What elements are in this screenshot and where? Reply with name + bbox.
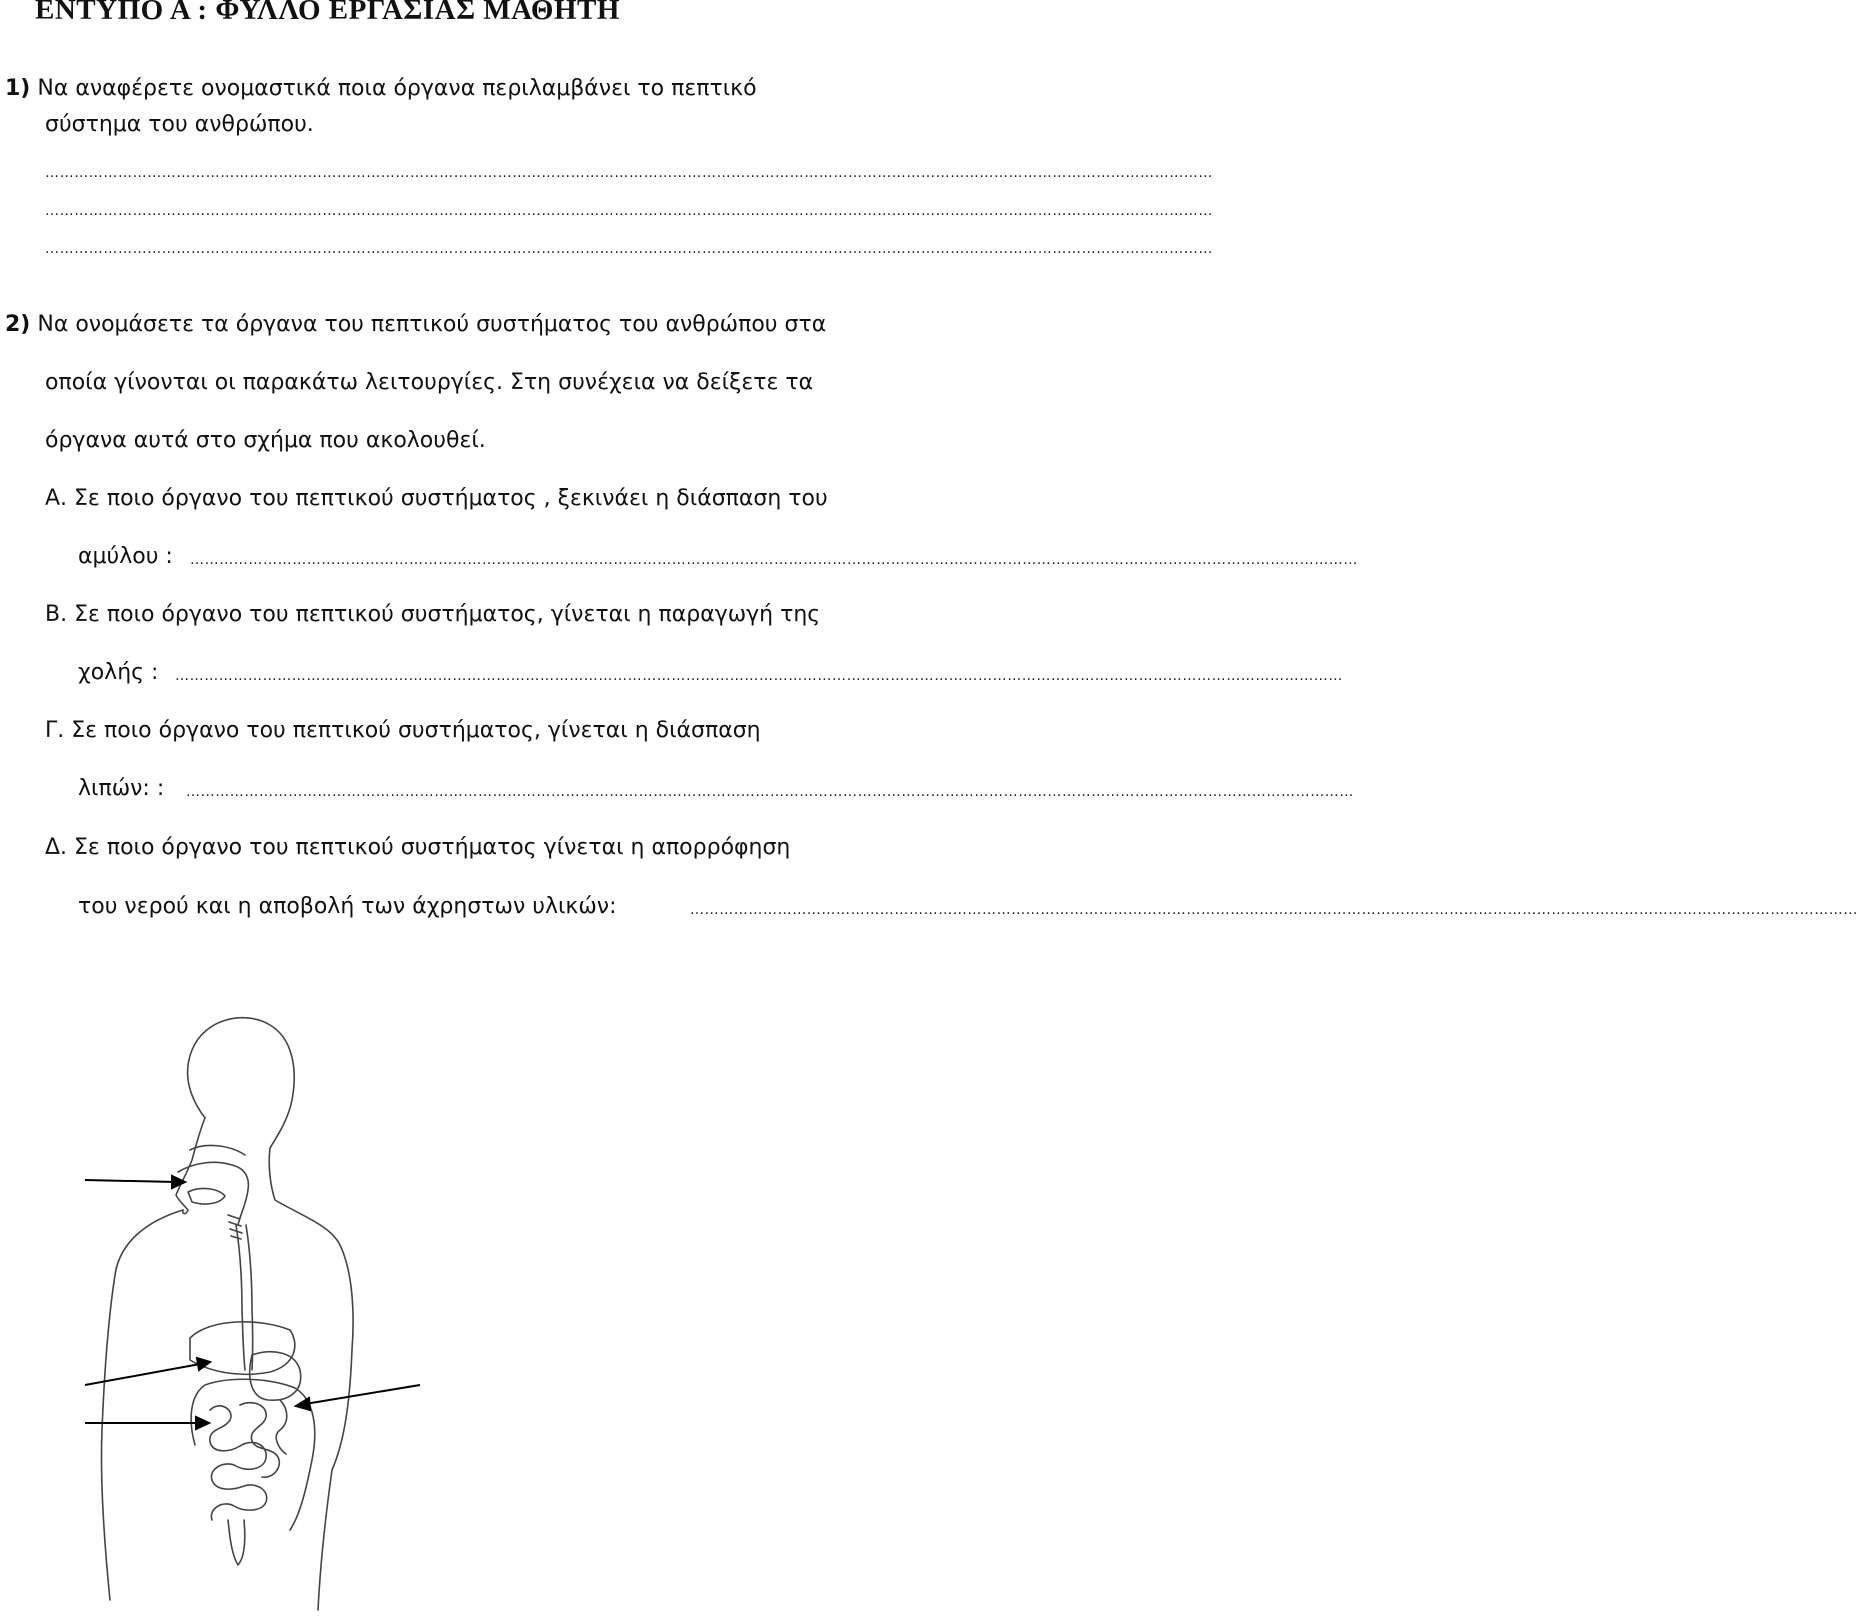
rectum [228,1520,245,1565]
subquestion-a-line-2: αμύλου : [78,544,173,569]
question-2-number: 2) [5,312,31,337]
subquestion-g-line-1: Γ. Σε ποιο όργανο του πεπτικού συστήματος, γίνεται η διάσπαση [45,718,761,743]
esophagus-2 [246,1225,253,1370]
arrow-large-intestine [305,1385,420,1404]
large-intestine [191,1379,315,1530]
arrow-mouth [85,1180,176,1182]
subquestion-b-line-2: χολής : [78,660,159,685]
worksheet-title: ΕΝΤΥΠΟ Α : ΦΥΛΛΟ ΕΡΓΑΣΙΑΣ ΜΑΘΗΤΗ [35,0,620,26]
question-1-line-2: σύστημα του ανθρώπου. [45,112,314,137]
stomach [250,1352,301,1400]
tongue [188,1189,225,1204]
question-2-line-3: όργανα αυτά στο σχήμα που ακολουθεί. [45,428,486,453]
answer-b-line[interactable]: …………………………………………………………………………………………………………………………………………………………………………………………………………………… [175,668,1343,684]
body-outline [188,1018,354,1610]
question-2-line-2: οποία γίνονται οι παρακάτω λειτουργίες. Στη συνέχεια να δείξετε τα [45,370,814,395]
answer-a-line[interactable]: …………………………………………………………………………………………………………………………………………………………………………………………………………………… [190,552,1358,568]
subquestion-b-line-1: Β. Σε ποιο όργανο του πεπτικού συστήματος, γίνεται η παραγωγή της [45,602,821,627]
body-outline-left [101,1210,183,1600]
answer-g-line[interactable]: …………………………………………………………………………………………………………………………………………………………………………………………………………………… [186,784,1354,800]
subquestion-d-line-2: του νερού και η αποβολή των άχρηστων υλικών: [78,894,617,919]
nasal-cavity [190,1145,245,1155]
subquestion-d-line-1: Δ. Σε ποιο όργανο του πεπτικού συστήματος γίνεται η απορρόφηση [45,835,791,860]
answer-d-line[interactable]: …………………………………………………………………………………………………………………………………………………………………………………………………………………… [690,902,1858,918]
question-2-text: Να ονομάσετε τα όργανα του πεπτικού συστήματος του ανθρώπου στα [37,312,827,337]
answer-line-3[interactable]: …………………………………………………………………………………………………………………………………………………………………………………………………………………… [45,241,1213,257]
arrow-large-intestine-head [296,1398,310,1410]
small-intestine [210,1400,287,1520]
answer-line-2[interactable]: …………………………………………………………………………………………………………………………………………………………………………………………………………………… [45,203,1213,219]
answer-line-1[interactable]: …………………………………………………………………………………………………………………………………………………………………………………………………………………… [45,165,1213,181]
arrow-liver [85,1364,200,1385]
arrow-mouth-head [172,1176,185,1188]
subquestion-a-line-1: Α. Σε ποιο όργανο του πεπτικού συστήματος , ξεκινάει η διάσπαση του [45,486,828,511]
arrow-small-intestine-head [196,1417,209,1429]
question-1-number: 1) [5,76,31,101]
esophagus [236,1225,245,1370]
question-1-text: Να αναφέρετε ονομαστικά ποια όργανα περιλαμβάνει το πεπτικό [37,76,757,101]
subquestion-g-line-2: λιπών: : [78,776,165,801]
